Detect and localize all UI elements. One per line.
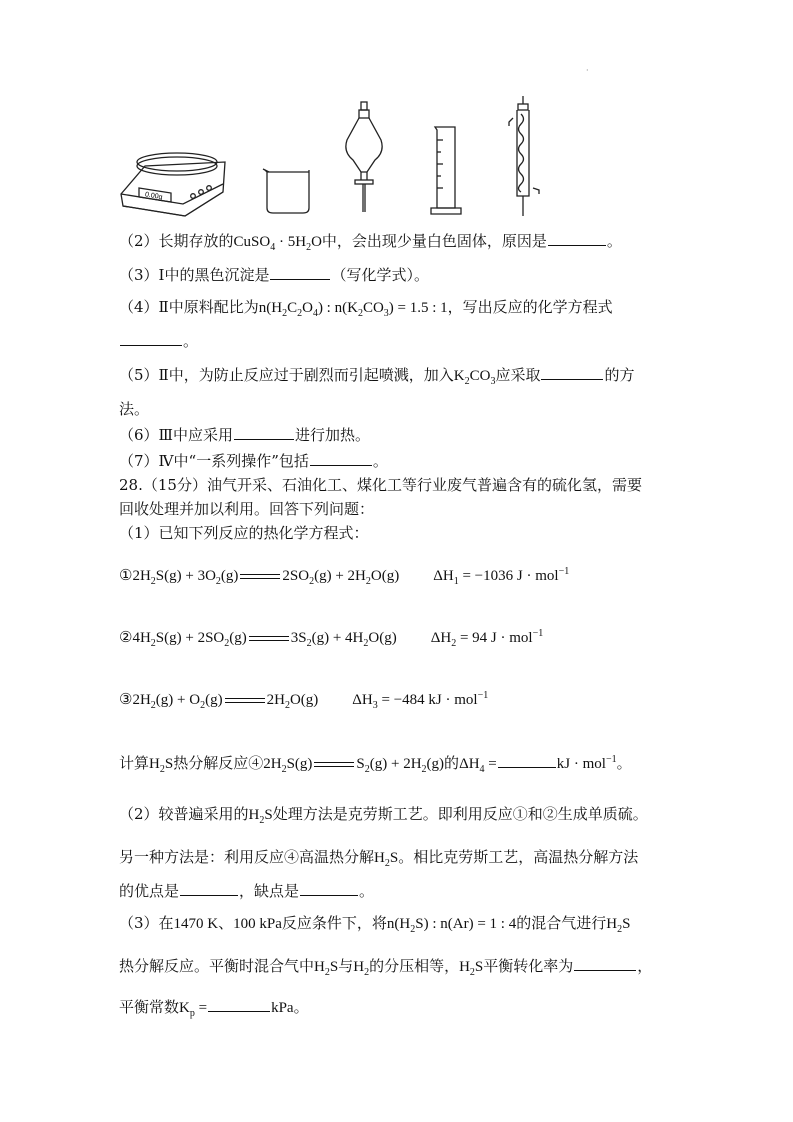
answer-blank[interactable] xyxy=(270,265,330,280)
part-2-line2: 另一种方法是：利用反应④高温热分解$H_2S$。相比克劳斯工艺，高温热分解方法 xyxy=(119,848,639,869)
question-2: （2）长期存放的CuSO$_4$ · $5H_2O$中，会出现少量白色固体，原因是 。 xyxy=(119,232,622,253)
equation-3: $③2H_2(g) + O_2(g)$ $2H_2O(g) \Delta H_3 = -484$ kJ · mol$^{-1}$ xyxy=(119,690,489,711)
answer-blank[interactable] xyxy=(498,753,556,768)
answer-blank[interactable] xyxy=(310,451,372,466)
question-28-line2: 回收处理并加以利用。回答下列问题： xyxy=(119,500,375,518)
question-5: （5）Ⅱ中，为防止反应过于剧烈而引起喷溅，加入$K_2CO_3$应采取 的方 xyxy=(119,366,635,387)
question-5-cont: 法。 xyxy=(119,400,150,418)
equation-2: $②4H_2S(g) + 2SO_2(g) 3S_2(g) + 4H_2O(g) \Delta H_2 = 94$ J · mol$^{-1}$ xyxy=(119,628,544,649)
beaker-icon xyxy=(263,169,309,213)
equation-1: $①2H_2S(g) + 3O_2(g) 2SO_2(g) + 2H_2O(g) \Delta H_1 = -1036$ J · mol$^{-1}$ xyxy=(119,566,570,587)
electronic-balance-icon xyxy=(121,153,225,216)
answer-blank[interactable] xyxy=(234,425,294,440)
answer-blank[interactable] xyxy=(180,881,238,896)
question-28-part1: （1）已知下列反应的热化学方程式： xyxy=(119,524,369,542)
calc-line: 计算$H_2S$热分解反应$④2H_2S(g) S_2(g) + 2H_2(g)$的$\Delta H_4$ = kJ · mol$^{-1}$。 xyxy=(119,754,632,775)
question-28-line1: 28.（15分）油气开采、石油化工、煤化工等行业废气普遍含有的硫化氢，需要 xyxy=(119,476,642,494)
corner-mark: · xyxy=(586,66,589,75)
part-3-line3: 平衡常数$K_p$ = kPa。 xyxy=(119,998,309,1019)
lab-apparatus-figure xyxy=(115,92,575,222)
answer-blank[interactable] xyxy=(574,956,636,971)
question-6: （6）Ⅲ中应采用 进行加热。 xyxy=(119,426,371,444)
answer-blank[interactable] xyxy=(548,231,606,246)
part-3-line2: 热分解反应。平衡时混合气中$H_2S$与$H_2$的分压相等，$H_2S$平衡转化率为 ， xyxy=(119,957,653,978)
question-3: （3）Ⅰ中的黑色沉淀是 （写化学式）。 xyxy=(119,266,429,284)
answer-blank[interactable] xyxy=(208,997,270,1012)
balance-display: 0.00g xyxy=(144,191,163,202)
question-4-answer: 。 xyxy=(119,330,733,352)
answer-blank[interactable] xyxy=(300,881,358,896)
part-3-line1: （3）在1470 K、100 kPa反应条件下，将$n(H_2S)$ : n(Ar) = 1 : 4的混合气进行$H_2S$ xyxy=(119,914,631,935)
question-4: （4）Ⅱ中原料配比为$n(H_2C_2O_4)$ : $n(K_2CO_3) = 1.5$ : 1，写出反应的化学方程式 xyxy=(119,298,613,319)
part-2-line3: 的优点是 ，缺点是 。 xyxy=(119,882,375,900)
answer-blank[interactable] xyxy=(541,365,603,380)
graduated-cylinder-icon xyxy=(431,127,461,214)
separatory-funnel-icon xyxy=(346,102,382,212)
question-7: （7）Ⅳ中“一系列操作”包括 。 xyxy=(119,452,388,470)
part-2-line1: （2）较普遍采用的$H_2S$处理方法是克劳斯工艺。即利用反应①和②生成单质硫。 xyxy=(119,805,648,826)
answer-blank[interactable] xyxy=(120,331,182,346)
condenser-icon xyxy=(509,96,539,216)
